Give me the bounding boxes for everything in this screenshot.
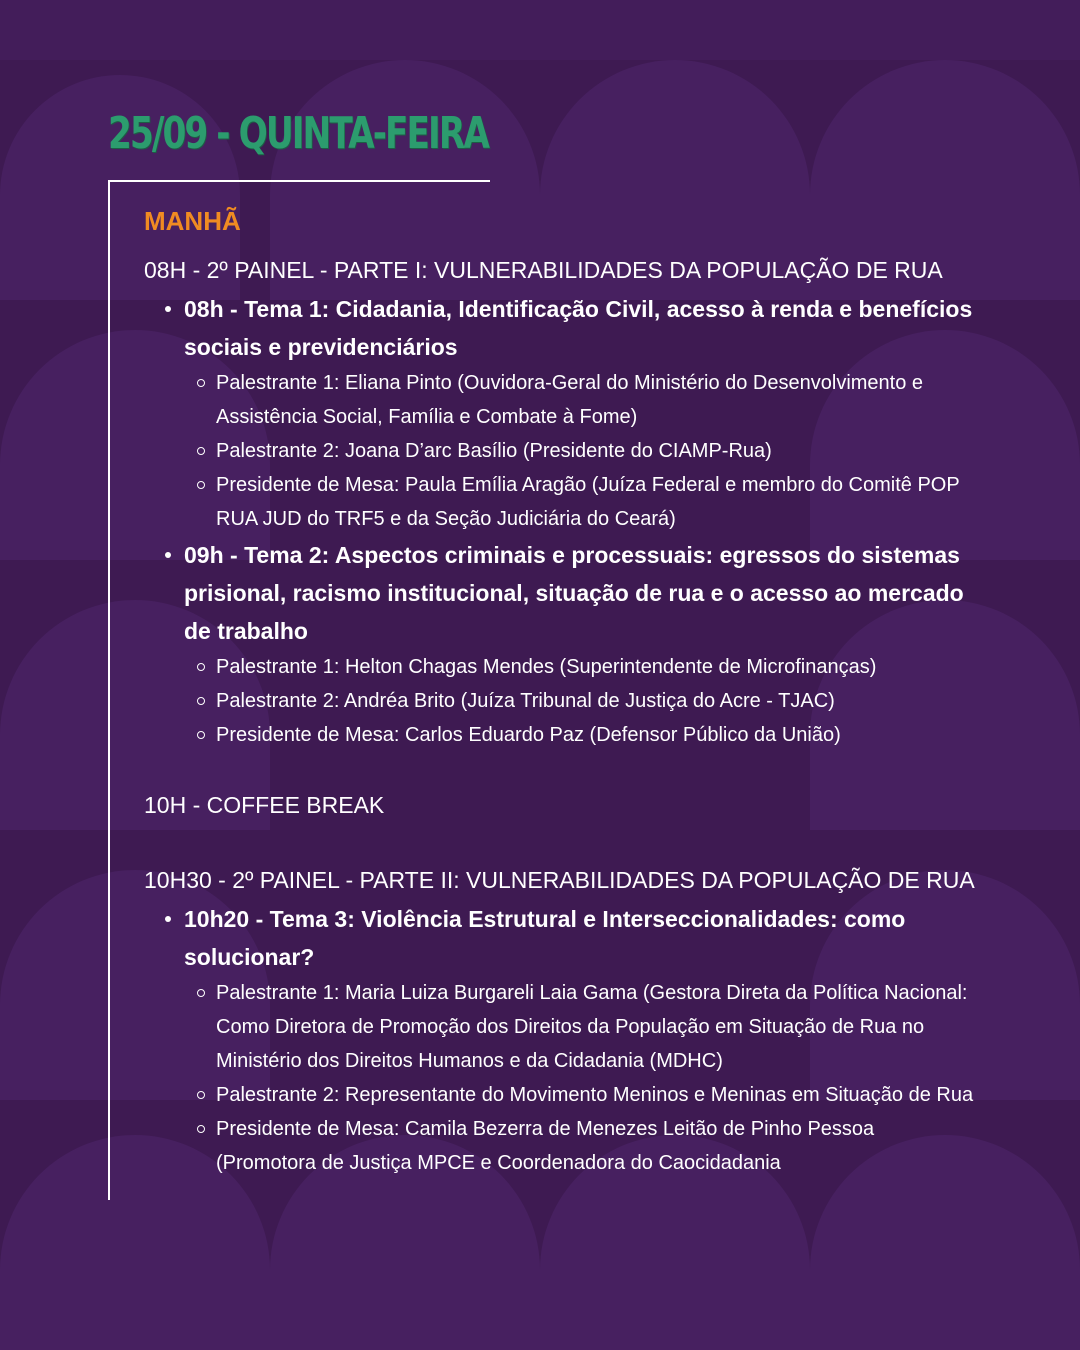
speaker-item: Presidente de Mesa: Carlos Eduardo Paz (Defensor Público da União)	[216, 718, 976, 752]
speaker-item: Palestrante 1: Eliana Pinto (Ouvidora-Geral do Ministério do Desenvolvimento e Assistência Social, Família e Combate à Fome)	[216, 366, 976, 434]
speaker-item: Palestrante 2: Joana D’arc Basílio (Presidente do CIAMP-Rua)	[216, 434, 976, 468]
panel-2-title: 10H30 - 2º PAINEL - PARTE II: VULNERABILIDADES DA POPULAÇÃO DE RUA	[144, 867, 975, 893]
topic-1-title: 08h - Tema 1: Cidadania, Identificação Civil, acesso à renda e benefícios sociais e previdenciários	[184, 290, 984, 366]
speaker-item: Presidente de Mesa: Paula Emília Aragão (Juíza Federal e membro do Comitê POP RUA JUD do TRF5 e da Seção Judiciária do Ceará)	[216, 468, 976, 536]
panel-2-topics	[0, 900, 1080, 1180]
topic-3	[0, 900, 984, 1180]
topic-3-speakers	[216, 976, 976, 1180]
day-title: 25/09 - QUINTA-FEIRA	[108, 108, 488, 159]
speaker-item: Palestrante 2: Representante do Movimento Meninos e Meninas em Situação de Rua	[216, 1078, 976, 1112]
panel-1-title: 08H - 2º PAINEL - PARTE I: VULNERABILIDADES DA POPULAÇÃO DE RUA	[144, 257, 943, 283]
topic-3-title: 10h20 - Tema 3: Violência Estrutural e Interseccionalidades: como solucionar?	[184, 900, 984, 976]
speaker-item: Palestrante 1: Maria Luiza Burgareli Laia Gama (Gestora Direta da Política Nacional: Como Diretora de Promoção dos Direitos da População em Situação de Rua no Ministério dos Direitos Humanos e da Cidadania (MDHC)	[216, 976, 976, 1078]
topic-2	[0, 536, 984, 752]
topic-2-speakers	[216, 650, 976, 752]
speaker-item: Presidente de Mesa: Camila Bezerra de Menezes Leitão de Pinho Pessoa (Promotora de Justiça MPCE e Coordenadora do Caocidadania	[216, 1112, 976, 1180]
speaker-item: Palestrante 1: Helton Chagas Mendes (Superintendente de Microfinanças)	[216, 650, 976, 684]
coffee-break: 10H - COFFEE BREAK	[144, 792, 385, 818]
topic-1	[0, 290, 984, 536]
topic-1-speakers	[216, 366, 976, 536]
panel-1-topics	[0, 290, 1080, 752]
section-title-morning: MANHÃ	[144, 206, 241, 236]
frame-top-line	[108, 180, 490, 182]
speaker-item: Palestrante 2: Andréa Brito (Juíza Tribunal de Justiça do Acre - TJAC)	[216, 684, 976, 718]
topic-2-title: 09h - Tema 2: Aspectos criminais e processuais: egressos do sistemas prisional, racismo institucional, situação de rua e o acesso ao mercado de trabalho	[184, 536, 984, 650]
